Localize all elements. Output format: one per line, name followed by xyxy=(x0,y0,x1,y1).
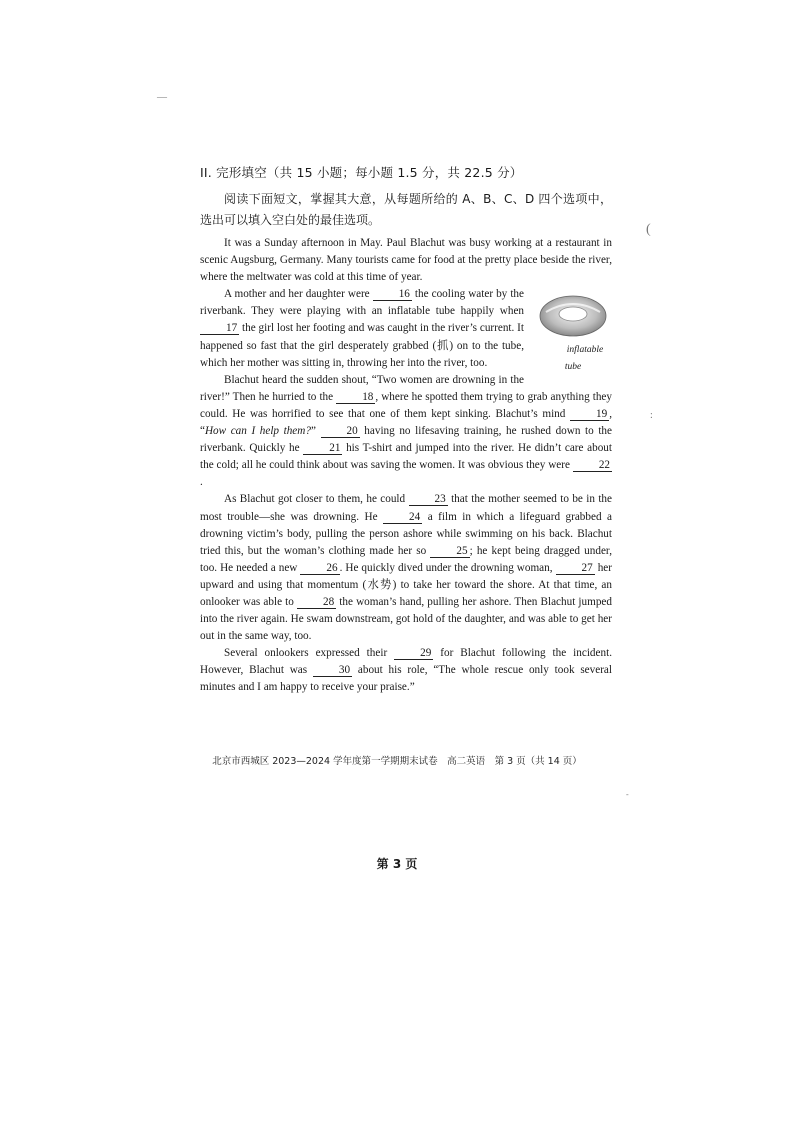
page-footer: 北京市西城区 2023—2024 学年度第一学期期末试卷 高二英语 第 3 页（共 14 页） xyxy=(212,756,582,767)
italic-quote: How can I help them? xyxy=(204,425,311,438)
blank-25: 25 xyxy=(430,545,469,558)
blank-19: 19 xyxy=(570,408,609,421)
scan-mark: - xyxy=(626,790,629,799)
text-run: . He quickly dived under the drowning woman, xyxy=(339,561,556,574)
paragraph-4 xyxy=(200,491,612,645)
page-number-label: 第 3 页 xyxy=(376,857,418,871)
blank-30: 30 xyxy=(313,664,352,677)
paragraph-5 xyxy=(200,645,612,696)
section-heading: II. 完形填空（共 15 小题；每小题 1.5 分，共 22.5 分） xyxy=(200,165,523,180)
figure xyxy=(534,292,612,376)
text-run: , “ xyxy=(200,407,612,438)
paragraph-3 xyxy=(200,372,612,492)
text-run: As Blachut got closer to them, he could xyxy=(224,493,409,506)
blank-29: 29 xyxy=(394,647,433,660)
blank-26: 26 xyxy=(300,562,339,575)
paragraph-2 xyxy=(200,286,612,371)
figure-caption: inflatable tube xyxy=(564,345,604,373)
scan-mark: : xyxy=(650,410,653,421)
inflatable-tube-image xyxy=(538,292,608,338)
text-run: a film in which a lifeguard grabbed a drowning victim’s body, pulling the person ashore while swimming on his back. Blachut tried this, but the woman’s clothing made her so xyxy=(200,510,612,557)
text-run: the woman’s hand, pulling her ashore. Then Blachut jumped into the river again. He swam downstream, got hold of the daughter, and was able to get her out in the same way, too. xyxy=(200,595,612,643)
blank-28: 28 xyxy=(297,596,336,609)
blank-23: 23 xyxy=(409,493,448,506)
text-run: the girl lost her footing and was caught in the river’s current. It happened so fast that the girl desperately grabbed (抓) on to the tube, which her mother was sitting in, throwing her into the river, too. xyxy=(200,322,524,369)
blank-17: 17 xyxy=(200,322,239,335)
blank-22: 22 xyxy=(573,459,612,472)
section-instruction: 阅读下面短文，掌握其大意，从每题所给的 A、B、C、D 四个选项中，选出可以填入空白处的最佳选项。 xyxy=(200,192,612,227)
blank-18: 18 xyxy=(336,391,375,404)
text-run: , where he spotted them trying to grab anything they could. He was horrified to see that one of them kept sinking. Blachut’s mind xyxy=(200,390,612,420)
text-run: about his role, “The whole rescue only took several minutes and I am happy to receive your praise.” xyxy=(200,664,612,694)
text-run: her upward and using that momentum (水势) to take her toward the shore. At that time, an onlooker was able to xyxy=(200,561,612,608)
text-run: for Blachut following the incident. However, Blachut was xyxy=(200,647,612,677)
text-run: his T-shirt and jumped into the river. He didn’t care about the cold; all he could think about was saving the women. It was obvious they were xyxy=(200,442,612,472)
blank-27: 27 xyxy=(556,562,595,575)
blank-24: 24 xyxy=(383,511,422,524)
blank-20: 20 xyxy=(321,425,360,438)
text-run: Blachut heard the sudden shout, “Two women are drowning in the river!” Then he hurried to the xyxy=(200,373,524,403)
text-run: Several onlookers expressed their xyxy=(224,647,395,660)
blank-16: 16 xyxy=(373,288,412,301)
paragraph-1: It was a Sunday afternoon in May. Paul Blachut was busy working at a restaurant in scenic Augsburg, Germany. Many tourists came for food at the pretty place beside the river, where the meltwater was cold at this time of year. xyxy=(200,237,612,284)
text-run: that the mother seemed to be in the most trouble—she was drowning. He xyxy=(200,493,612,523)
text-run: ” xyxy=(310,425,321,438)
scan-mark: ( xyxy=(646,222,651,237)
scan-mark: — xyxy=(157,92,167,103)
blank-21: 21 xyxy=(303,442,342,455)
text-run: having no lifesaving training, he rushed down to the riverbank. Quickly he xyxy=(200,425,612,455)
text-run: the cooling water by the riverbank. They were playing with an inflatable tube happily when xyxy=(200,288,524,318)
cloze-section xyxy=(200,163,612,697)
text-run: . xyxy=(200,476,203,489)
text-run: A mother and her daughter were xyxy=(224,288,373,301)
text-run: ; he kept being dragged under, too. He needed a new xyxy=(200,544,612,574)
passage xyxy=(200,235,612,697)
